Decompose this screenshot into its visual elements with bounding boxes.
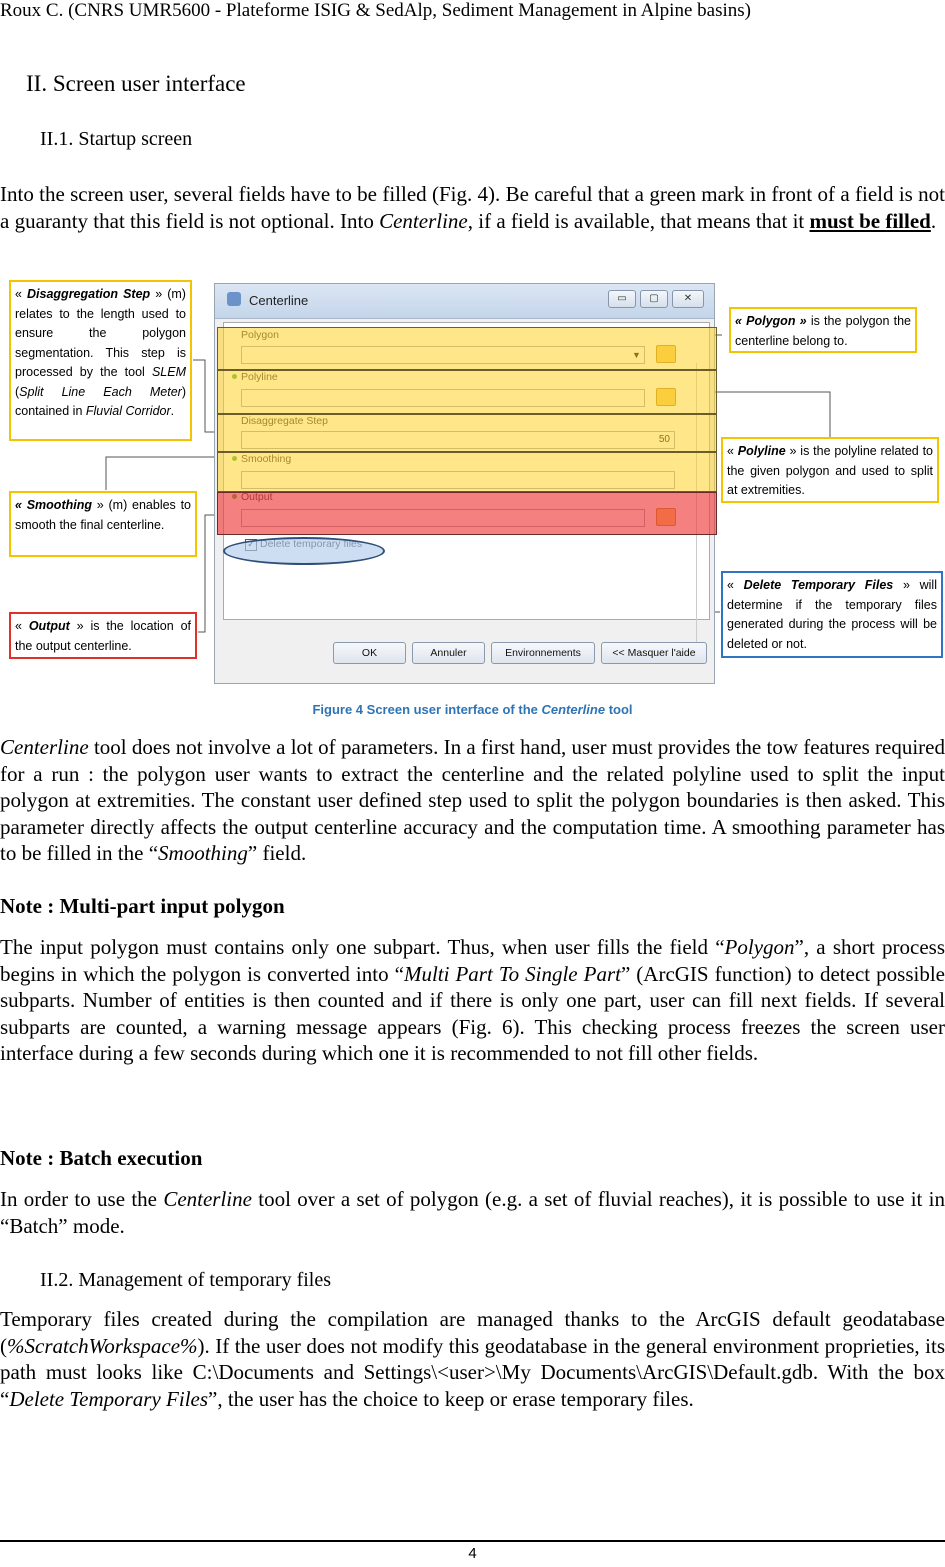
cancel-button[interactable]: Annuler	[412, 642, 485, 664]
disaggregate-highlight	[217, 414, 717, 452]
hide-help-button[interactable]: << Masquer l'aide	[601, 642, 707, 664]
ok-button[interactable]: OK	[333, 642, 406, 664]
centerline-dialog	[214, 283, 715, 684]
figure-caption: Figure 4 Screen user interface of the Centerline tool	[312, 702, 633, 717]
callout-disaggregation-step: « Disaggregation Step » (m) relates to the length used to ensure the polygon segmentation. This step is processed by the tool SLEM (Split Line Each Meter) contained in Fluvial Corridor.	[9, 280, 192, 441]
page-number: 4	[468, 1545, 477, 1562]
environments-button[interactable]: Environnements	[491, 642, 595, 664]
output-highlight	[217, 492, 717, 535]
section-title: II. Screen user interface	[26, 71, 246, 96]
note-multipart-title: Note : Multi-part input polygon	[0, 894, 285, 918]
callout-output: « Output » is the location of the output centerline.	[9, 612, 197, 659]
footer-rule	[0, 1540, 945, 1542]
paragraph-multipart: The input polygon must contains only one subpart. Thus, when user fills the field “Polygon”, a short process begins in which the polygon is converted into “Multi Part To Single Part” (ArcGIS function) to detect possible subparts. Number of entities is then counted and if there is only one part, user can fill next fields. If several subparts are counted, a warning message appears (Fig. 6). This checking process freezes the screen user interface during a few seconds during which one it is recommended to not fill other fields.	[0, 935, 945, 1065]
polyline-highlight	[217, 370, 717, 414]
callout-smoothing: « Smoothing » (m) enables to smooth the final centerline.	[9, 491, 197, 557]
dialog-title: Centerline	[249, 293, 309, 308]
subsection-title: II.1. Startup screen	[40, 128, 193, 150]
note-batch-title: Note : Batch execution	[0, 1146, 203, 1170]
paragraph-temporary-files: Temporary files created during the compilation are managed thanks to the ArcGIS default geodatabase (%ScratchWorkspace%). If the user does not modify this geodatabase in the general environment proprieties, its path must looks like C:\Documents and Settings\<user>\My Documents\ArcGIS\Default.gdb. With the box “Delete Temporary Files”, the user has the choice to keep or erase temporary files.	[0, 1307, 945, 1411]
maximize-button[interactable]: ▢	[640, 290, 668, 308]
intro-paragraph: Into the screen user, several fields have to be filled (Fig. 4). Be careful that a green mark in front of a field is not a guaranty that this field is not optional. Into Centerline, if a field is available, that means that it must be filled.	[0, 182, 945, 233]
close-button[interactable]: ✕	[672, 290, 704, 308]
toolbox-icon	[227, 292, 241, 306]
polygon-highlight	[217, 327, 717, 370]
subsection-title-temporary: II.2. Management of temporary files	[40, 1269, 332, 1291]
paragraph-parameters: Centerline tool does not involve a lot of parameters. In a first hand, user must provides the tow features required for a run : the polygon user wants to extract the centerline and the related polyline used to split the input polygon at extremities. The constant user defined step used to split the polygon boundaries is then asked. This parameter directly affects the output centerline accuracy and the computation time. A smoothing parameter has to be filled in the “Smoothing” field.	[0, 735, 945, 865]
minimize-button[interactable]: ▭	[608, 290, 636, 308]
smoothing-highlight	[217, 452, 717, 492]
checkbox-highlight	[223, 537, 385, 565]
callout-polygon: « Polygon » is the polygon the centerline belong to.	[729, 307, 917, 353]
callout-delete-temporary-files: « Delete Temporary Files » will determine if the temporary files generated during the process will be deleted or not.	[721, 571, 943, 658]
paragraph-batch: In order to use the Centerline tool over a set of polygon (e.g. a set of fluvial reaches), it is possible to use it in “Batch” mode.	[0, 1187, 945, 1238]
callout-polyline: « Polyline » is the polyline related to the given polygon and used to split at extremities.	[721, 437, 939, 503]
dialog-titlebar[interactable]	[215, 284, 714, 319]
page-header: Roux C. (CNRS UMR5600 - Plateforme ISIG & SedAlp, Sediment Management in Alpine basins)	[0, 0, 751, 21]
